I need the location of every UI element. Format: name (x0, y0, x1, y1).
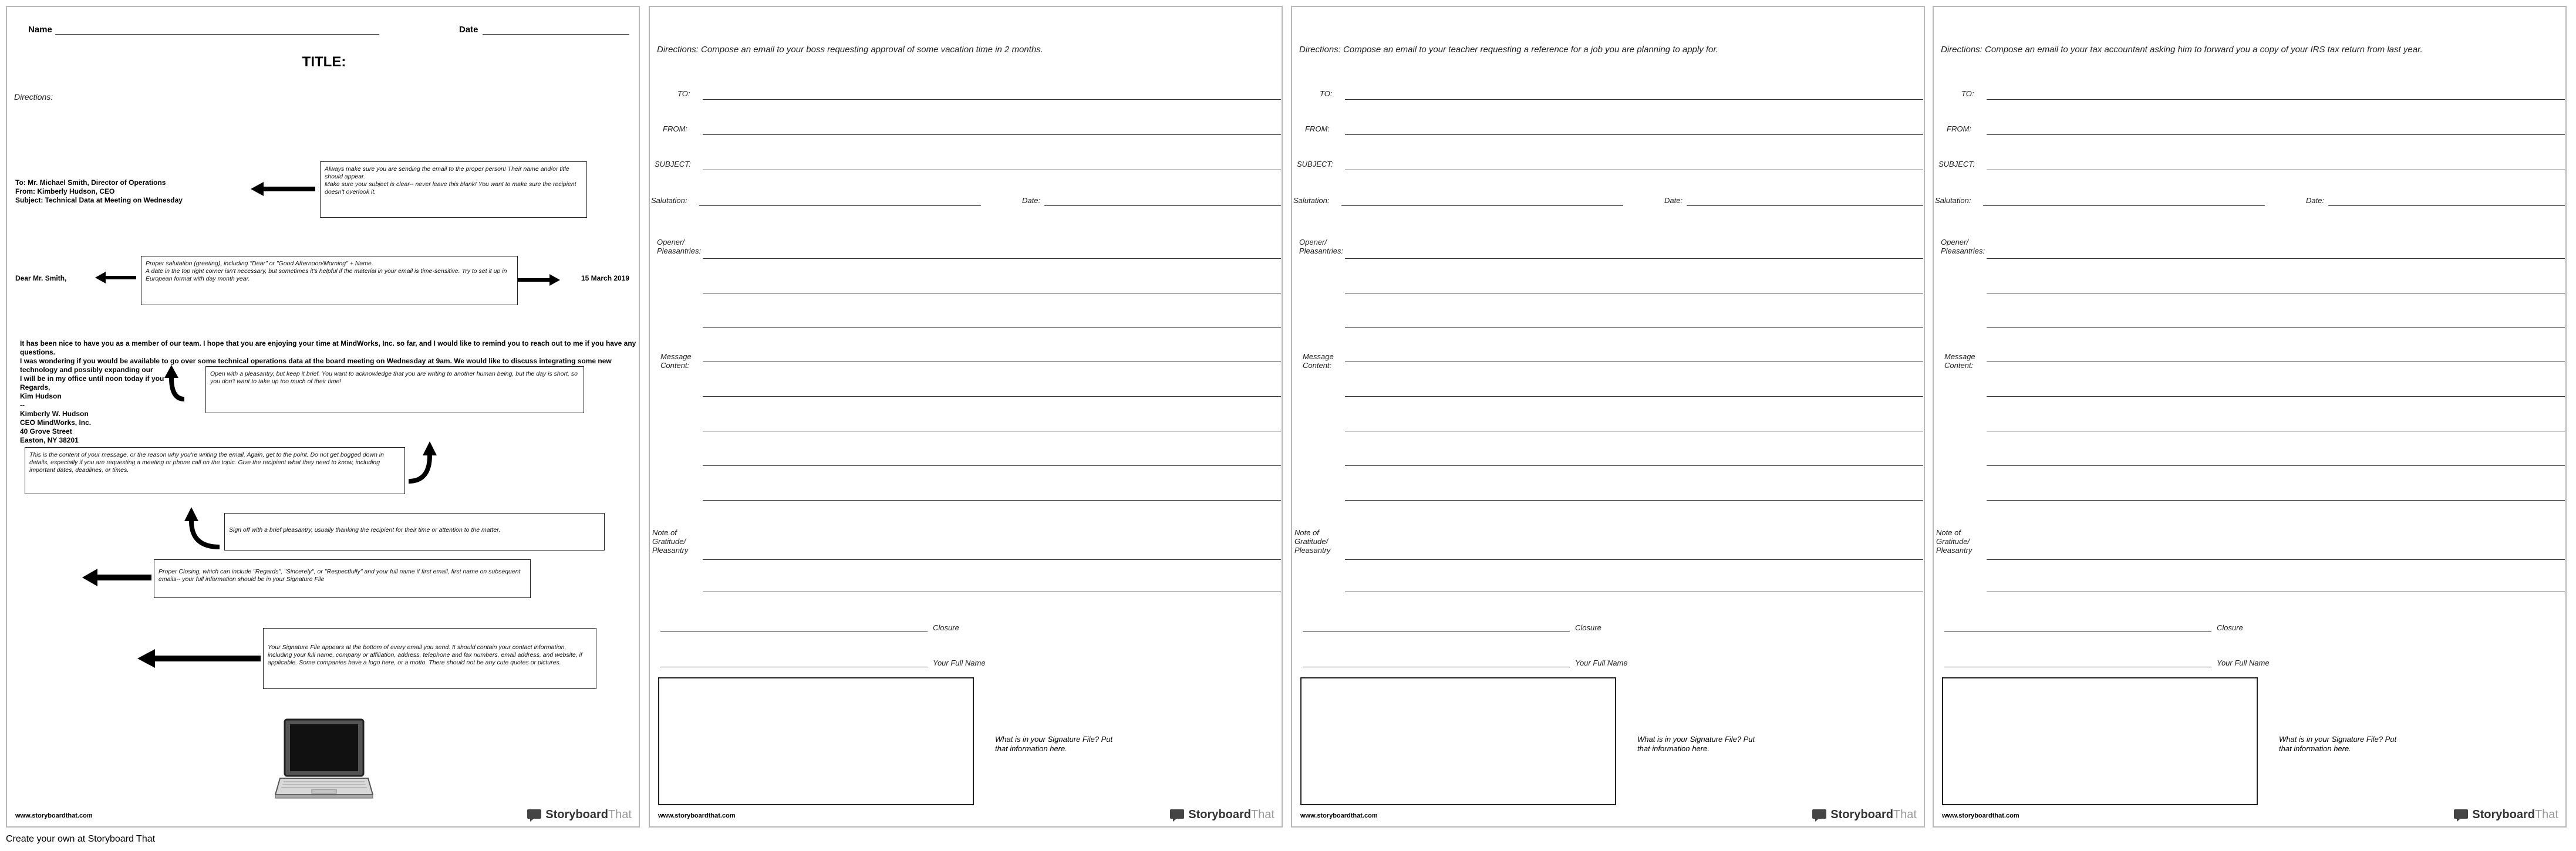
signature-box[interactable] (1942, 677, 2258, 805)
full-name-label: Your Full Name (1575, 658, 1628, 667)
message-label: Message Content: (1944, 352, 1975, 370)
signature-street: 40 Grove Street (20, 427, 72, 435)
date-label: Date (459, 25, 478, 35)
to-field[interactable] (703, 99, 1281, 100)
full-name-label: Your Full Name (933, 658, 986, 667)
message-label: Message Content: (660, 352, 692, 370)
gratitude-label: Note of Gratitude/ Pleasantry (1294, 528, 1331, 555)
email-header (15, 178, 183, 205)
closing-word: Regards, (20, 383, 50, 391)
arrow-left-icon (95, 272, 136, 283)
gratitude-line[interactable] (1345, 559, 1923, 560)
closing-name: Kim Hudson (20, 392, 62, 400)
note-content: This is the content of your message, or the reason why you're writing the email. Again, get to the point. Do not get bogged down in details, especially if you are requesting a meeting or phone call on the topic. Give the recipient what they need to know, including important dates, deadlines, or times. (25, 447, 405, 494)
message-label: Message Content: (1303, 352, 1334, 370)
arrow-left-icon (82, 569, 151, 586)
message-line[interactable] (1987, 396, 2565, 397)
note-signature: Your Signature File appears at the bottom of every email you send. It should contain your contact information, including your full name, company or affiliation, address, telephone and fax numbers, email address, and website, if applicable. Some companies have a logo here, or a motto. There should not be any cute quotes or pictures. (263, 628, 596, 689)
message-line[interactable] (703, 465, 1281, 466)
opener-line[interactable] (1987, 327, 2565, 328)
date-label: Date: (1664, 196, 1683, 205)
brand-logo: StoryboardThat (1169, 808, 1274, 822)
date-label: Date: (1022, 196, 1041, 205)
arrow-curve-up-icon (406, 441, 441, 482)
note-pleasantry: Open with a pleasantry, but keep it brief. You want to acknowledge that you are writing to another human being, but the day is short, so you don't want to take up too much of their time! (205, 366, 584, 413)
signature-title: CEO MindWorks, Inc. (20, 418, 92, 427)
salutation-field[interactable] (1341, 205, 1623, 206)
worksheet-panel (1933, 6, 2567, 828)
footer-url: www.storyboardthat.com (658, 812, 736, 819)
gratitude-label: Note of Gratitude/ Pleasantry (1936, 528, 1973, 555)
storyboard-logo-icon (1812, 809, 1827, 822)
note-closing: Proper Closing, which can include "Regards", "Sincerely", or "Respectfully" and your full name if first email, first name on subsequent emails-- your full information should be in your Signature File (154, 559, 531, 598)
storyboard-logo-icon (2453, 809, 2469, 822)
from-field[interactable] (1987, 134, 2565, 135)
worksheet-panel (1291, 6, 1925, 828)
note-salutation: Proper salutation (greeting), including "Dear" or "Good Afternoon/Morning" + Name. A date in the top right corner isn't necessary, but sometimes it's helpful if the material in your email is time-sensitive. Try to set it up in European format with day month year. (141, 256, 518, 305)
brand-logo: StoryboardThat (1812, 808, 1917, 822)
name-label: Name (28, 25, 52, 35)
date-label: Date: (2306, 196, 2325, 205)
opener-line[interactable] (1987, 258, 2565, 259)
note-signoff: Sign off with a brief pleasantry, usually thanking the recipient for their time or attention to the matter. (224, 513, 605, 551)
signature-box[interactable] (658, 677, 974, 805)
message-line[interactable] (1345, 500, 1923, 501)
arrow-left-icon (251, 182, 315, 196)
salutation-field[interactable] (699, 205, 981, 206)
signature-prompt: What is in your Signature File? Put that information here. (2279, 735, 2397, 753)
closure-label: Closure (2217, 623, 2243, 632)
message-line[interactable] (1987, 465, 2565, 466)
email-to: To: Mr. Michael Smith, Director of Operations (15, 178, 166, 187)
opener-line[interactable] (1345, 258, 1923, 259)
opener-label: Opener/ Pleasantries: (1299, 238, 1344, 255)
brand-logo: StoryboardThat (527, 808, 632, 822)
directions-label: Directions: (14, 92, 53, 102)
arrow-curve-up-icon (167, 365, 190, 400)
body-line-1: It has been nice to have you as a member of our team. I hope that you are enjoying your time at MindWorks, Inc. so far, and I would like to remind you to reach out to me if you have any questions. (20, 339, 636, 356)
signature-dash: -- (20, 401, 25, 409)
to-label: TO: (1961, 89, 1974, 98)
storyboard-logo-icon (527, 809, 542, 822)
signature-name: Kimberly W. Hudson (20, 410, 89, 418)
page-title: TITLE: (302, 54, 346, 70)
salutation-field[interactable] (1983, 205, 2265, 206)
opener-line[interactable] (703, 258, 1281, 259)
name-line (55, 34, 379, 35)
date-field[interactable] (1687, 205, 1923, 206)
closure-label: Closure (933, 623, 959, 632)
signature-city: Easton, NY 38201 (20, 436, 79, 444)
example-panel (6, 6, 640, 828)
to-field[interactable] (1987, 99, 2565, 100)
message-line[interactable] (1345, 396, 1923, 397)
signature-prompt: What is in your Signature File? Put that information here. (995, 735, 1113, 753)
arrow-left-icon (137, 649, 261, 668)
worksheet-panel (649, 6, 1283, 828)
signature-box[interactable] (1300, 677, 1616, 805)
worksheet-directions: Directions: Compose an email to your teacher requesting a reference for a job you are planning to apply for. (1299, 45, 1719, 55)
footer-url: www.storyboardthat.com (1942, 812, 2019, 819)
salutation-label: Salutation: (1935, 196, 1971, 205)
to-label: TO: (1320, 89, 1333, 98)
email-subject: Subject: Technical Data at Meeting on Wednesday (15, 196, 183, 204)
greeting: Dear Mr. Smith, (15, 274, 67, 282)
opener-line[interactable] (703, 327, 1281, 328)
subject-label: SUBJECT: (1297, 160, 1333, 168)
note-address: Always make sure you are sending the email to the proper person! Their name and/or title should appear. Make sure your subject is clear-- never leave this blank! You want to make sure the recipient doesn't overlook it. (320, 161, 587, 218)
date-text: 15 March 2019 (581, 274, 630, 282)
gratitude-line[interactable] (703, 559, 1281, 560)
from-label: FROM: (663, 124, 687, 133)
gratitude-line[interactable] (1987, 559, 2565, 560)
gratitude-label: Note of Gratitude/ Pleasantry (652, 528, 689, 555)
brand-logo: StoryboardThat (2453, 808, 2558, 822)
footer-url: www.storyboardthat.com (1300, 812, 1378, 819)
opener-label: Opener/ Pleasantries: (657, 238, 702, 255)
arrow-curve-up-icon (181, 507, 222, 549)
laptop-icon (274, 717, 374, 802)
body-line-3: I will be in my office until noon today if you (20, 374, 164, 383)
body-line-2: I was wondering if you would be available to go over some technical operations data at the board meeting on Wednesday at 9am. We would like to discuss integrating some new technology and possibly expanding our (20, 357, 612, 374)
to-label: TO: (677, 89, 690, 98)
worksheet-directions: Directions: Compose an email to your tax accountant asking him to forward you a copy of your IRS tax return from last year. (1941, 45, 2423, 55)
subject-label: SUBJECT: (1938, 160, 1975, 168)
footer-url: www.storyboardthat.com (15, 812, 93, 819)
worksheet-directions: Directions: Compose an email to your boss requesting approval of some vacation time in 2 months. (657, 45, 1043, 55)
closure-label: Closure (1575, 623, 1601, 632)
signature-prompt: What is in your Signature File? Put that information here. (1637, 735, 1755, 753)
subject-label: SUBJECT: (655, 160, 691, 168)
arrow-right-icon (518, 274, 560, 286)
to-field[interactable] (1345, 99, 1923, 100)
email-from: From: Kimberly Hudson, CEO (15, 187, 115, 195)
salutation-label: Salutation: (1293, 196, 1330, 205)
from-field[interactable] (703, 134, 1281, 135)
full-name-label: Your Full Name (2217, 658, 2270, 667)
caption: Create your own at Storyboard That (6, 834, 156, 844)
from-field[interactable] (1345, 134, 1923, 135)
opener-line[interactable] (1345, 327, 1923, 328)
message-line[interactable] (1345, 465, 1923, 466)
date-field[interactable] (1044, 205, 1281, 206)
message-line[interactable] (703, 500, 1281, 501)
opener-label: Opener/ Pleasantries: (1941, 238, 1985, 255)
from-label: FROM: (1947, 124, 1971, 133)
salutation-label: Salutation: (651, 196, 687, 205)
message-line[interactable] (703, 396, 1281, 397)
from-label: FROM: (1305, 124, 1330, 133)
date-field[interactable] (2328, 205, 2565, 206)
date-line (483, 34, 629, 35)
message-line[interactable] (1987, 500, 2565, 501)
storyboard-logo-icon (1169, 809, 1185, 822)
